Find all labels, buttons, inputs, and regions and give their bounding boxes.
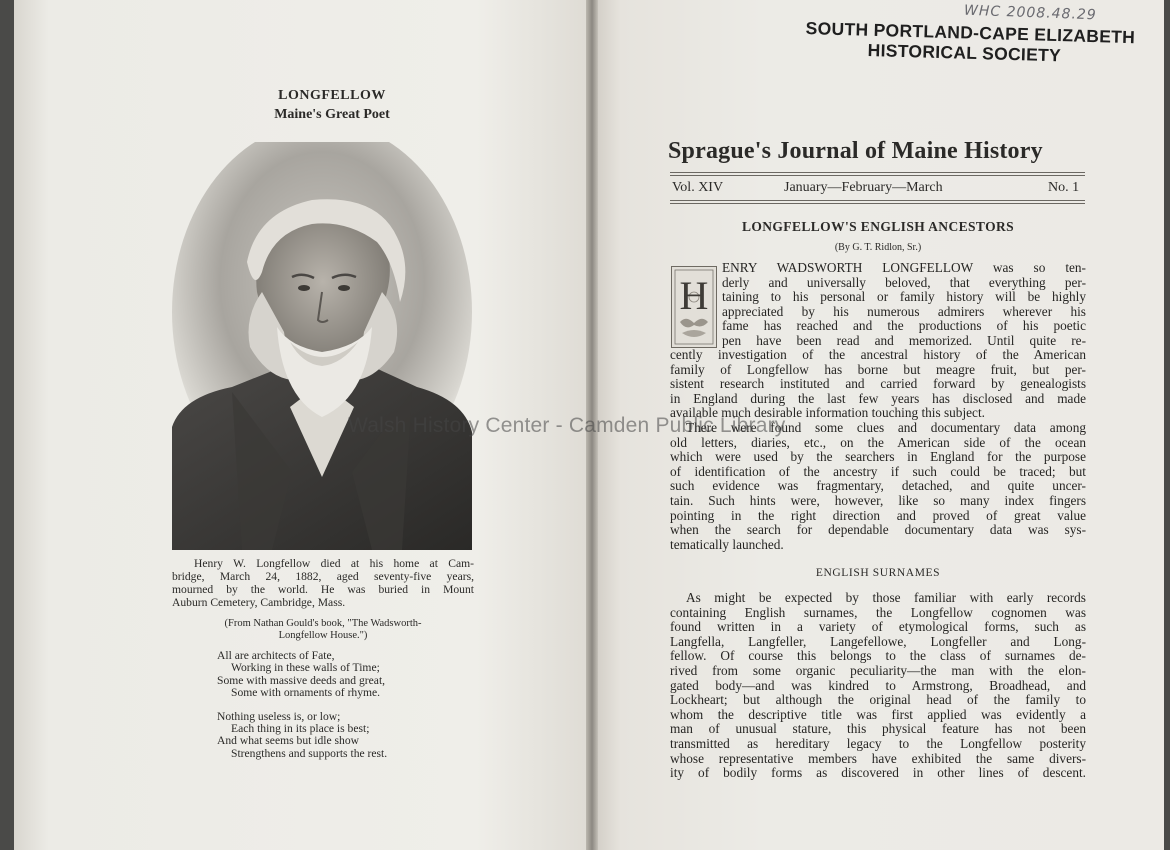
text-line: Langfella, Langfeller, Langefellowe, Longfeller and Long- (670, 633, 1086, 649)
caption-line: bridge, March 24, 1882, aged seventy-five years, (172, 570, 474, 583)
source-line: (From Nathan Gould's book, "The Wadsworth- (224, 618, 422, 629)
text-line: derly and universally beloved, that everything per- (722, 274, 1086, 290)
caption-line: Auburn Cemetery, Cambridge, Mass. (172, 596, 346, 609)
header-rule-bottom-2 (670, 203, 1085, 204)
caption-line: Henry W. Longfellow died at his home at Cam- (194, 557, 474, 570)
left-page-subtitle: Maine's Great Poet (274, 107, 390, 122)
text-line: gated body—and was kindred to Armstrong, Broadhead, and (670, 677, 1086, 693)
journal-title: Sprague's Journal of Maine History (668, 138, 1043, 164)
poem-line: Each thing in its place is best; (231, 722, 370, 736)
text-line: pointing in the right direction and proved of great value (670, 507, 1086, 523)
issue-number: No. 1 (1048, 180, 1080, 195)
library-watermark: Walsh History Center - Camden Public Library (348, 414, 786, 437)
poem-stanza (217, 711, 477, 761)
portrait-caption (172, 557, 474, 609)
text-line: such evidence was fragmentary, detached, and quite uncer- (670, 478, 1086, 494)
text-line: when the search for dependable documentary data was sys- (670, 522, 1086, 538)
text-line: tain. Such hints were, however, like so many index fingers (670, 492, 1086, 508)
left-page-title: LONGFELLOW (278, 88, 386, 103)
text-line: Lockheart; but although the original head of the family to (670, 692, 1086, 708)
text-line: fellow. Of course this belongs to the class of surnames de- (670, 648, 1086, 664)
poem-line: And what seems but idle show (217, 734, 360, 748)
poem-line: Working in these walls of Time; (231, 661, 380, 675)
text-line: which were used by the searchers in England for the purpose (670, 449, 1086, 465)
text-line: found written in a variety of etymological forms, such as (670, 619, 1086, 635)
text-line: old letters, diaries, etc., on the American side of the ocean (670, 434, 1086, 450)
poem-line: Some with ornaments of rhyme. (231, 686, 381, 700)
text-line: whose representative members have exhibited the same divers- (670, 750, 1086, 766)
text-line: family of Longfellow has borne but meagre fruit, but per- (670, 361, 1086, 377)
text-line: pen have been read and memorized. Until quite re- (722, 332, 1086, 348)
accession-number: WHC 2008.48.29 (963, 2, 1098, 24)
poem-line: Nothing useless is, or low; (217, 709, 341, 723)
section-heading: ENGLISH SURNAMES (815, 567, 941, 579)
ornamental-dropcap (671, 266, 717, 348)
portrait-source (172, 618, 474, 642)
header-rule-bottom (670, 200, 1085, 201)
header-rule-top (670, 172, 1085, 173)
text-line: in England during the last few years has disclosed and made (670, 390, 1086, 406)
issue-dates: January—February—March (784, 180, 943, 195)
text-line: ity of bodily forms as discovered in other lines of descent. (670, 765, 1086, 781)
text-line: There were found some clues and documentary data among (686, 420, 1086, 435)
poem (217, 650, 477, 771)
text-line: rived from some organic peculiarity—the man with the elon- (670, 662, 1086, 678)
text-line: containing English surnames, the Longfellow cognomen was (670, 604, 1086, 620)
poem-stanza (217, 650, 477, 700)
longfellow-portrait (172, 142, 472, 550)
poem-line: Strengthens and supports the rest. (231, 746, 388, 760)
text-line: of identification of the ancestry if such could be traced; but (670, 463, 1086, 479)
poem-line: All are architects of Fate, (217, 649, 335, 662)
society-stamp-line1: SOUTH PORTLAND-CAPE ELIZABETH (805, 18, 1136, 48)
poem-line: Some with massive deeds and great, (217, 673, 386, 687)
header-rule-top-2 (670, 175, 1085, 176)
text-line: ENRY WADSWORTH LONGFELLOW was so ten- (722, 260, 1086, 275)
dropcap-letter: H (679, 273, 709, 318)
text-line: As might be expected by those familiar with early records (686, 590, 1086, 605)
volume-label: Vol. XIV (672, 180, 724, 195)
source-line: Longfellow House.") (278, 630, 368, 641)
paragraph-1-rest (670, 348, 1086, 421)
text-line: man of unusual stature, this physical feature has not been (670, 721, 1086, 737)
text-line: sistent research instituted and carried forward by genealogists (670, 376, 1086, 392)
paragraph-3 (670, 591, 1086, 781)
article-byline: (By G. T. Ridlon, Sr.) (834, 242, 922, 253)
paragraph-2 (670, 421, 1086, 552)
text-line: taining to his personal or family history will be highly (722, 289, 1086, 305)
text-line: tematically launched. (670, 536, 784, 552)
text-line: whom the descriptive title was first applied was evidently a (670, 706, 1086, 722)
text-line: available much desirable information touching this subject. (670, 405, 985, 421)
society-stamp-line2: HISTORICAL SOCIETY (867, 40, 1062, 66)
paragraph-1-start (722, 261, 1086, 349)
article-title: LONGFELLOW'S ENGLISH ANCESTORS (741, 219, 1015, 234)
caption-line: mourned by the world. He was buried in Mount (172, 583, 474, 596)
text-line: appreciated by his numerous admirers wherever his (722, 303, 1086, 319)
text-line: cently investigation of the ancestral history of the American (670, 347, 1086, 362)
text-line: transmitted as hereditary legacy to the Longfellow posterity (670, 735, 1086, 751)
text-line: fame has reached and the productions of his poetic (722, 318, 1086, 334)
